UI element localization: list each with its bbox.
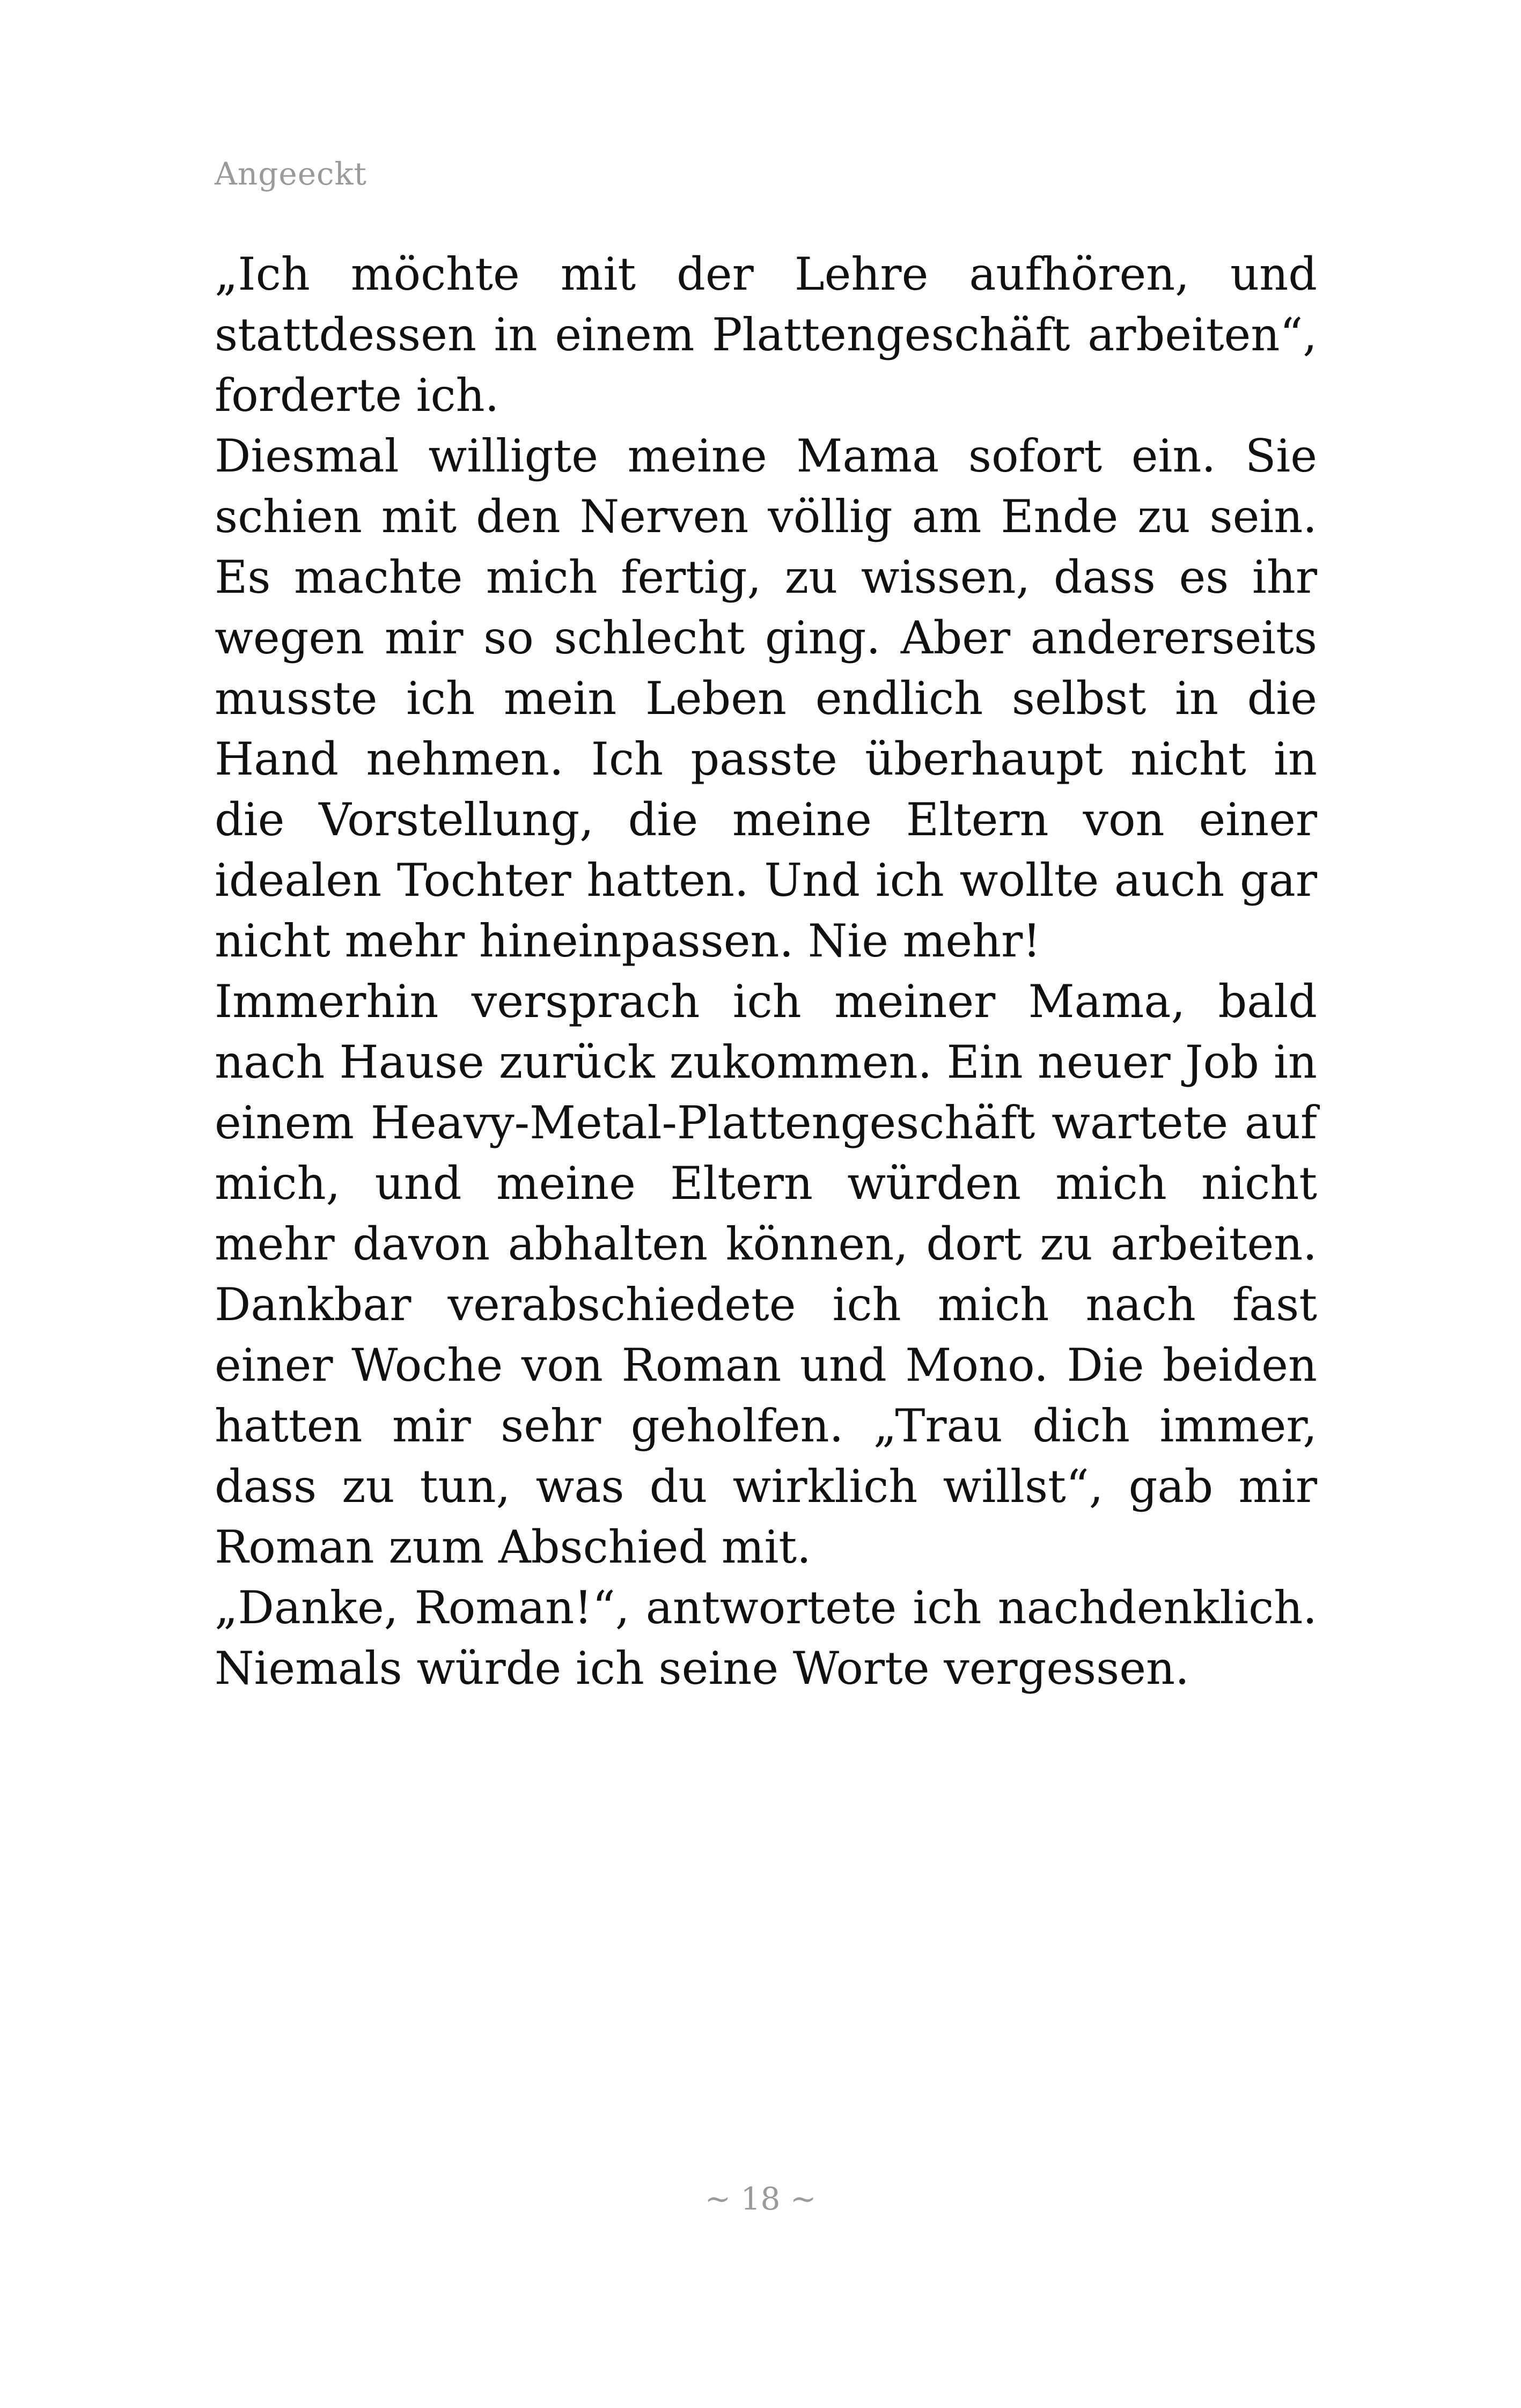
paragraph: Immerhin versprach ich meiner Mama, bald nach Hause zurück zukommen. Ein neuer Job in einem Heavy-Metal-Plattengeschäft wartete auf mich, und meine Eltern würden mich nicht mehr davon abhalten können, dort zu arbeiten. Dankbar verabschiedete ich mich nach fast einer Woche von Roman und Mono. Die beiden hatten mir sehr geholfen. „Trau dich immer, dass zu tun, was du wirklich willst“, gab mir Roman zum Abschied mit. [215, 975, 1317, 1573]
paragraph: „Ich möchte mit der Lehre aufhören, und stattdessen in einem Plattengeschäft arbeiten“, forderte ich. [215, 248, 1317, 422]
body-text [215, 244, 1317, 1699]
page-number: ~ 18 ~ [704, 2181, 817, 2217]
paragraph: „Danke, Roman!“, antwortete ich nachdenklich. Niemals würde ich seine Worte vergessen. [215, 1581, 1317, 1695]
running-header: Angeeckt [215, 156, 367, 192]
paragraph: Diesmal willigte meine Mama sofort ein. Sie schien mit den Nerven völlig am Ende zu sein. Es machte mich fertig, zu wissen, dass es ihr wegen mir so schlecht ging. Aber andererseits musste ich mein Leben endlich selbst in die Hand nehmen. Ich passte überhaupt nicht in die Vorstellung, die meine Eltern von einer idealen Tochter hatten. Und ich wollte auch gar nicht mehr hineinpassen. Nie mehr! [215, 430, 1317, 967]
